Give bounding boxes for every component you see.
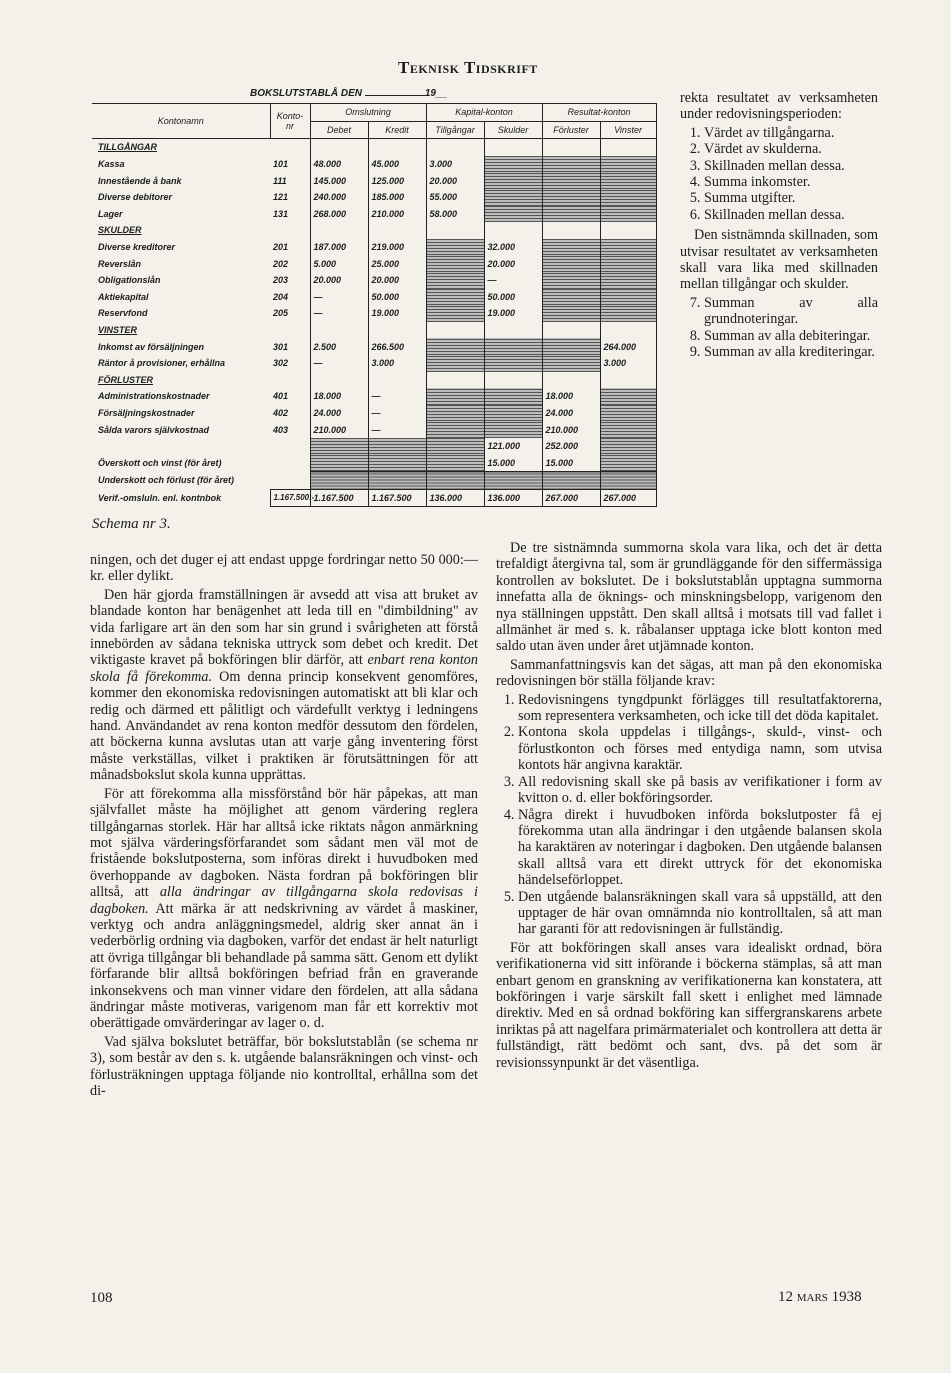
cell-value: [484, 139, 542, 156]
cell-value: —: [310, 289, 368, 306]
konto-nr: 1.167.500:-: [270, 489, 310, 507]
table-row: [92, 239, 656, 256]
konto-nr: 204: [273, 291, 289, 302]
konto-nr: [270, 472, 310, 490]
cell-value: [542, 372, 600, 389]
cell-value: [600, 206, 656, 223]
cell-value: [426, 454, 484, 471]
konto-name: TILLGÅNGAR: [98, 142, 157, 153]
col-tillgangar: Tillgångar: [426, 121, 484, 139]
table-row: [92, 206, 656, 223]
list-item: 1. Värdet av tillgångarna.: [704, 125, 878, 141]
cell-value: [310, 222, 368, 239]
cell-value: 24.000: [542, 405, 600, 422]
paragraph: Sammanfattningsvis kan det sägas, att man på den ekonomiska redovisningen bör ställa följande krav:: [496, 656, 882, 690]
konto-name: Överskott och vinst (för året): [98, 458, 222, 469]
table-row: [92, 289, 656, 306]
cell-value: 15.000: [542, 454, 600, 471]
list-item: 2. Kontona skola uppdelas i tillgångs-, skuld-, vinst- och förlustkonton och förses med entydiga namn, som utvisa kontots här angivna karaktär.: [518, 724, 882, 773]
table-row: [92, 139, 656, 156]
cell-value: [600, 438, 656, 455]
cell-value: 32.000: [484, 239, 542, 256]
cell-value: 125.000: [368, 172, 426, 189]
paragraph: För att förekomma alla missförstånd bör här påpekas, att man självfallet måste ha möjlighet att genom värdering reglera tillgångarnas storlek. Här har alltså icke riktats någon anmärkning mot själva värderingsförfarandet som sådant men väl mot de fristående bokslutposterna, som införas direkt i huvudboken med överhoppande av dagboken. Nästa fordran på bokföringen blir alltså, att alla ändringar av tillgångarna skola redovisas i dagboken. Att märka är att nedskrivning av värdet å maskiner, verktyg och andra anläggningsmedel, aldrig sker annat än i vederbörlig ordning via dagboken, varför det endast är helt naturligt att övriga tillgångar bli behandlade på samma sätt. Genom ett dylikt förfarande blir alltså bokföringen befriad från en graverande inkonsekvens och man vinner vidare den fördelen, att alla sådana ändringar måste motiveras, varigenom man får ett korrektiv mot oberättigade omvärderingar av lager o. d.: [90, 785, 478, 1032]
cell-value: 136.000: [426, 489, 484, 507]
cell-value: 45.000: [368, 156, 426, 173]
konto-nr: 403: [273, 424, 289, 435]
group-resultat: Resultat-konton: [542, 104, 656, 122]
cell-value: [542, 222, 600, 239]
cell-value: [426, 239, 484, 256]
cell-value: [600, 189, 656, 206]
cell-value: [484, 206, 542, 223]
table-title: BOKSLUTSTABLÅ DEN 19__: [250, 88, 448, 99]
cell-value: 48.000: [310, 156, 368, 173]
cell-value: 19.000: [368, 305, 426, 322]
cell-value: [600, 139, 656, 156]
cell-value: —: [368, 421, 426, 438]
cell-value: [542, 239, 600, 256]
control-list-2: [680, 295, 878, 361]
cell-value: 2.500: [310, 338, 368, 355]
list-item: 4. Summa inkomster.: [704, 174, 878, 190]
col-kontonr: Konto-nr: [270, 104, 310, 139]
cell-value: [542, 189, 600, 206]
konto-nr: 111: [273, 175, 287, 186]
requirements-list: [496, 692, 882, 938]
list-item: 6. Skillnaden mellan dessa.: [704, 207, 878, 223]
cell-value: [310, 438, 368, 455]
table-row: [92, 388, 656, 405]
list-item: 9. Summan av alla krediteringar.: [704, 344, 878, 360]
cell-value: [484, 222, 542, 239]
cell-value: 266.500: [368, 338, 426, 355]
cell-value: 15.000: [484, 454, 542, 471]
cell-value: 121.000: [484, 438, 542, 455]
konto-nr: 302: [273, 358, 289, 369]
cell-value: [484, 355, 542, 372]
cell-value: 252.000: [542, 438, 600, 455]
cell-value: [426, 272, 484, 289]
cell-value: 267.000: [542, 489, 600, 507]
cell-value: [310, 472, 368, 490]
list-item: 5. Summa utgifter.: [704, 190, 878, 206]
cell-value: [542, 139, 600, 156]
cell-value: [484, 172, 542, 189]
cell-value: 20.000: [368, 272, 426, 289]
konto-name: Innestående å bank: [98, 175, 182, 186]
list-item: 3. Skillnaden mellan dessa.: [704, 158, 878, 174]
cell-value: [542, 289, 600, 306]
cell-value: 185.000: [368, 189, 426, 206]
cell-value: 3.000: [368, 355, 426, 372]
figure-caption: Schema nr 3.: [92, 516, 171, 532]
konto-name: Underskott och förlust (för året): [98, 475, 235, 486]
cell-value: [426, 421, 484, 438]
konto-nr: [270, 222, 310, 239]
cell-value: [368, 454, 426, 471]
cell-value: [542, 206, 600, 223]
paragraph: De tre sistnämnda summorna skola vara lika, och det är detta trefaldigt återgivna tal, som är grundläggande för den siffermässiga kontrollen av bokslutet. De i bokslutstablån upptagna summorna innefatta alla de öknings- och minskningsbelopp, varigenom den nya ställningen uppstått. Den skall alltså i motsats till vad fallet i allmänhet är med s. k. råbalanser upptaga icke blott konton med saldo utan även under året utjämnade konton.: [496, 540, 882, 655]
konto-name: Försäljningskostnader: [98, 407, 195, 418]
cell-value: [600, 172, 656, 189]
konto-name: FÖRLUSTER: [98, 374, 153, 385]
cell-value: [426, 338, 484, 355]
konto-name: Obligationslån: [98, 275, 161, 286]
cell-value: [600, 322, 656, 339]
konto-name: [92, 438, 270, 455]
cell-value: [600, 472, 656, 490]
cell-value: [426, 388, 484, 405]
cell-value: [368, 139, 426, 156]
cell-value: [600, 372, 656, 389]
cell-value: 1.167.500: [368, 489, 426, 507]
table-row: [92, 421, 656, 438]
list-item: 3. All redovisning skall ske på basis av verifikationer i form av kvitton o. d. eller bokföringsorder.: [518, 774, 882, 807]
cell-value: [542, 338, 600, 355]
konto-name: Diverse kreditorer: [98, 242, 176, 253]
cell-value: 3.000: [600, 355, 656, 372]
cell-value: [542, 472, 600, 490]
cell-value: [426, 222, 484, 239]
cell-value: 240.000: [310, 189, 368, 206]
cell-value: [600, 405, 656, 422]
cell-value: 24.000: [310, 405, 368, 422]
konto-name: SKULDER: [98, 225, 142, 236]
konto-nr: [270, 372, 310, 389]
cell-value: [426, 255, 484, 272]
cell-value: [600, 272, 656, 289]
group-kapital: Kapital-konton: [426, 104, 542, 122]
cell-value: —: [368, 405, 426, 422]
paragraph: Den här gjorda framställningen är avsedd att visa att bruket av blandade konton har benägenhet att leda till en "dimbildning" av vida farligare art än den som har sin grund i svårigheten att förstå innebörden av sådana tekniska uttryck som debet och kredit. Det viktigaste kravet på bokföringen blir därför, att enbart rena konton skola få förekomma. Om denna princip konsekvent genomföres, kommer den ekonomiska redovisningen automatiskt att bli klar och redig och därmed ett pålitligt och värdefullt verktyg i ledningens hand. Användandet av rena konton medför dessutom den fördelen, att böckerna kunna avslutas utan att varje gång inventering först måste verkställas, vilket i praktiken är förutsättningen för att månadsbokslut skola kunna upprättas.: [90, 586, 478, 784]
table-row: [92, 472, 656, 490]
cell-value: [542, 156, 600, 173]
cell-value: [484, 156, 542, 173]
cell-value: 187.000: [310, 239, 368, 256]
cell-value: [310, 322, 368, 339]
cell-value: [426, 472, 484, 490]
table-row: [92, 189, 656, 206]
table-row: [92, 372, 656, 389]
cell-value: [484, 338, 542, 355]
col-kredit: Kredit: [368, 121, 426, 139]
cell-value: [426, 438, 484, 455]
cell-value: 219.000: [368, 239, 426, 256]
cell-value: [542, 272, 600, 289]
cell-value: [426, 355, 484, 372]
table-row: [92, 305, 656, 322]
col-debet: Debet: [310, 121, 368, 139]
col-forluster: Förluster: [542, 121, 600, 139]
col-skulder: Skulder: [484, 121, 542, 139]
paragraph: ningen, och det duger ej att endast uppge fordringar netto 50 000:— kr. eller dylikt.: [90, 552, 478, 585]
table-row: [92, 438, 656, 455]
cell-value: 210.000: [368, 206, 426, 223]
cell-value: —: [484, 272, 542, 289]
table-row: [92, 222, 656, 239]
list-item: 8. Summan av alla debiteringar.: [704, 328, 878, 344]
cell-value: 264.000: [600, 338, 656, 355]
table-row: [92, 272, 656, 289]
col-kontonamn: Kontonamn: [92, 104, 270, 139]
table-row: [92, 405, 656, 422]
konto-nr: 201: [273, 242, 289, 253]
konto-name: Lager: [98, 208, 123, 219]
paragraph: För att bokföringen skall anses vara idealiskt ordnad, böra verifikationerna vid sitt införande i böckerna stämplas, så att man enbart genom en granskning av verifikationerna kan konstatera, att bokföringen i varje särskilt fall skett i enlighet med lämnade direktiv. Med en så ordnad bokföring kan siffergranskarens arbete inriktas på att nagelfara primärmaterialet och kontrollera att detta är fullständigt, rätt bedömt och sant, dvs. på det som är revisionssynpunkt är det väsentliga.: [496, 939, 882, 1071]
list-item: 5. Den utgående balansräkningen skall vara så uppställd, att den upptager de här ovan omnämnda nio kontrolltalen, så att man har garanti för att redovisningen är fullständig.: [518, 889, 882, 938]
konto-name: Inkomst av försäljningen: [98, 341, 205, 352]
cell-value: [484, 388, 542, 405]
cell-value: 25.000: [368, 255, 426, 272]
cell-value: [484, 405, 542, 422]
cell-value: 5.000: [310, 255, 368, 272]
cell-value: [484, 472, 542, 490]
cell-value: [426, 405, 484, 422]
bokslut-table: [92, 103, 656, 509]
list-item: 2. Värdet av skulderna.: [704, 141, 878, 157]
cell-value: [426, 289, 484, 306]
cell-value: [600, 421, 656, 438]
cell-value: [600, 305, 656, 322]
konto-name: Räntor å provisioner, erhållna: [98, 358, 226, 369]
cell-value: [310, 139, 368, 156]
konto-name: Verif.-omsluln. enl. kontnbok: [98, 492, 222, 503]
cell-value: 20.000: [484, 255, 542, 272]
konto-nr: 402: [273, 407, 289, 418]
cell-value: [542, 255, 600, 272]
cell-value: [426, 322, 484, 339]
cell-value: [484, 189, 542, 206]
cell-value: 50.000: [484, 289, 542, 306]
konto-nr: 202: [273, 258, 289, 269]
konto-name: Administrationskostnader: [98, 391, 210, 402]
cell-value: 1.167.500: [310, 489, 368, 507]
cell-value: [368, 472, 426, 490]
cell-value: [484, 322, 542, 339]
issue-date: 12 mars 1938: [778, 1289, 862, 1305]
cell-value: [368, 222, 426, 239]
konto-nr: 205: [273, 308, 289, 319]
cell-value: [542, 305, 600, 322]
cell-value: 210.000: [310, 421, 368, 438]
konto-nr: 131: [273, 208, 289, 219]
cell-value: 19.000: [484, 305, 542, 322]
left-column: [90, 552, 478, 1101]
konto-name: Kassa: [98, 159, 125, 170]
konto-nr: 301: [273, 341, 289, 352]
cell-value: [600, 388, 656, 405]
cell-value: —: [310, 355, 368, 372]
cell-value: [368, 372, 426, 389]
cell-value: [368, 438, 426, 455]
table-row: [92, 255, 656, 272]
cell-value: [600, 289, 656, 306]
table-row: [92, 172, 656, 189]
cell-value: [310, 454, 368, 471]
cell-value: [542, 172, 600, 189]
cell-value: [600, 239, 656, 256]
table-row: [92, 156, 656, 173]
cell-value: 136.000: [484, 489, 542, 507]
konto-nr: [270, 322, 310, 339]
table-row: [92, 355, 656, 372]
cell-value: [426, 305, 484, 322]
cell-value: [484, 372, 542, 389]
cell-value: 55.000: [426, 189, 484, 206]
konto-nr: [270, 139, 310, 156]
table-row: [92, 338, 656, 355]
cell-value: —: [310, 305, 368, 322]
konto-nr: 401: [273, 391, 289, 402]
konto-nr: 203: [273, 275, 289, 286]
cell-value: 3.000: [426, 156, 484, 173]
cell-value: 18.000: [310, 388, 368, 405]
cell-value: [310, 372, 368, 389]
cell-value: [600, 454, 656, 471]
cell-value: 58.000: [426, 206, 484, 223]
cell-value: [484, 421, 542, 438]
col-vinster: Vinster: [600, 121, 656, 139]
konto-name: Reverslån: [98, 258, 142, 269]
control-list-1: [680, 125, 878, 223]
cell-value: [600, 156, 656, 173]
cell-value: 268.000: [310, 206, 368, 223]
cell-value: 210.000: [542, 421, 600, 438]
table-row: [92, 454, 656, 471]
cell-value: —: [368, 388, 426, 405]
table-row: [92, 489, 656, 507]
konto-name: Diverse debitorer: [98, 192, 173, 203]
konto-name: VINSTER: [98, 325, 138, 336]
list-item: 1. Redovisningens tyngdpunkt förlägges till resultatfaktorerna, som representera verksamheten, och icke till det döda kapitalet.: [518, 692, 882, 725]
cell-value: 267.000: [600, 489, 656, 507]
right-top-column: [680, 90, 878, 365]
cell-value: 145.000: [310, 172, 368, 189]
cell-value: [600, 255, 656, 272]
cell-value: 20.000: [426, 172, 484, 189]
konto-name: Reservfond: [98, 308, 148, 319]
page-number: 108: [90, 1290, 113, 1306]
paragraph: Vad själva bokslutet beträffar, bör bokslutstablån (se schema nr 3), som består av den s. k. utgående balansräkningen och vinst- och förlusträkningen upptaga följande nio kontrolltal, erhållna som det di-: [90, 1033, 478, 1099]
group-omslutning: Omslutning: [310, 104, 426, 122]
right-column: [496, 540, 882, 1073]
list-item: 7. Summan av alla grundnoteringar.: [704, 295, 878, 328]
cell-value: 20.000: [310, 272, 368, 289]
journal-header: Teknisk Tidskrift: [398, 58, 538, 77]
cell-value: [542, 355, 600, 372]
konto-nr: [270, 438, 310, 455]
cell-value: [426, 372, 484, 389]
cell-value: [542, 322, 600, 339]
cell-value: 18.000: [542, 388, 600, 405]
table-row: [92, 322, 656, 339]
konto-nr: [270, 454, 310, 471]
paragraph: Den sistnämnda skillnaden, som utvisar resultatet av verksamheten skall vara lika med skillnaden mellan tillgångar och skulder.: [680, 227, 878, 293]
cell-value: [368, 322, 426, 339]
konto-name: Sålda varors självkostnad: [98, 424, 210, 435]
cell-value: 50.000: [368, 289, 426, 306]
konto-nr: 121: [273, 192, 289, 203]
konto-name: Aktiekapital: [98, 291, 149, 302]
konto-nr: 101: [273, 159, 289, 170]
cell-value: [426, 139, 484, 156]
cell-value: [600, 222, 656, 239]
intro-text: rekta resultatet av verksamheten under redovisningsperioden:: [680, 90, 878, 123]
list-item: 4. Några direkt i huvudboken införda bokslutposter få ej förekomma utan alla ändringar i den utgående balansen skola ha karaktären av noteringar i dagboken. Den utgående balansen skall alltså vara ett direkt uttryck för det ekonomiska händelseförloppet.: [518, 807, 882, 889]
